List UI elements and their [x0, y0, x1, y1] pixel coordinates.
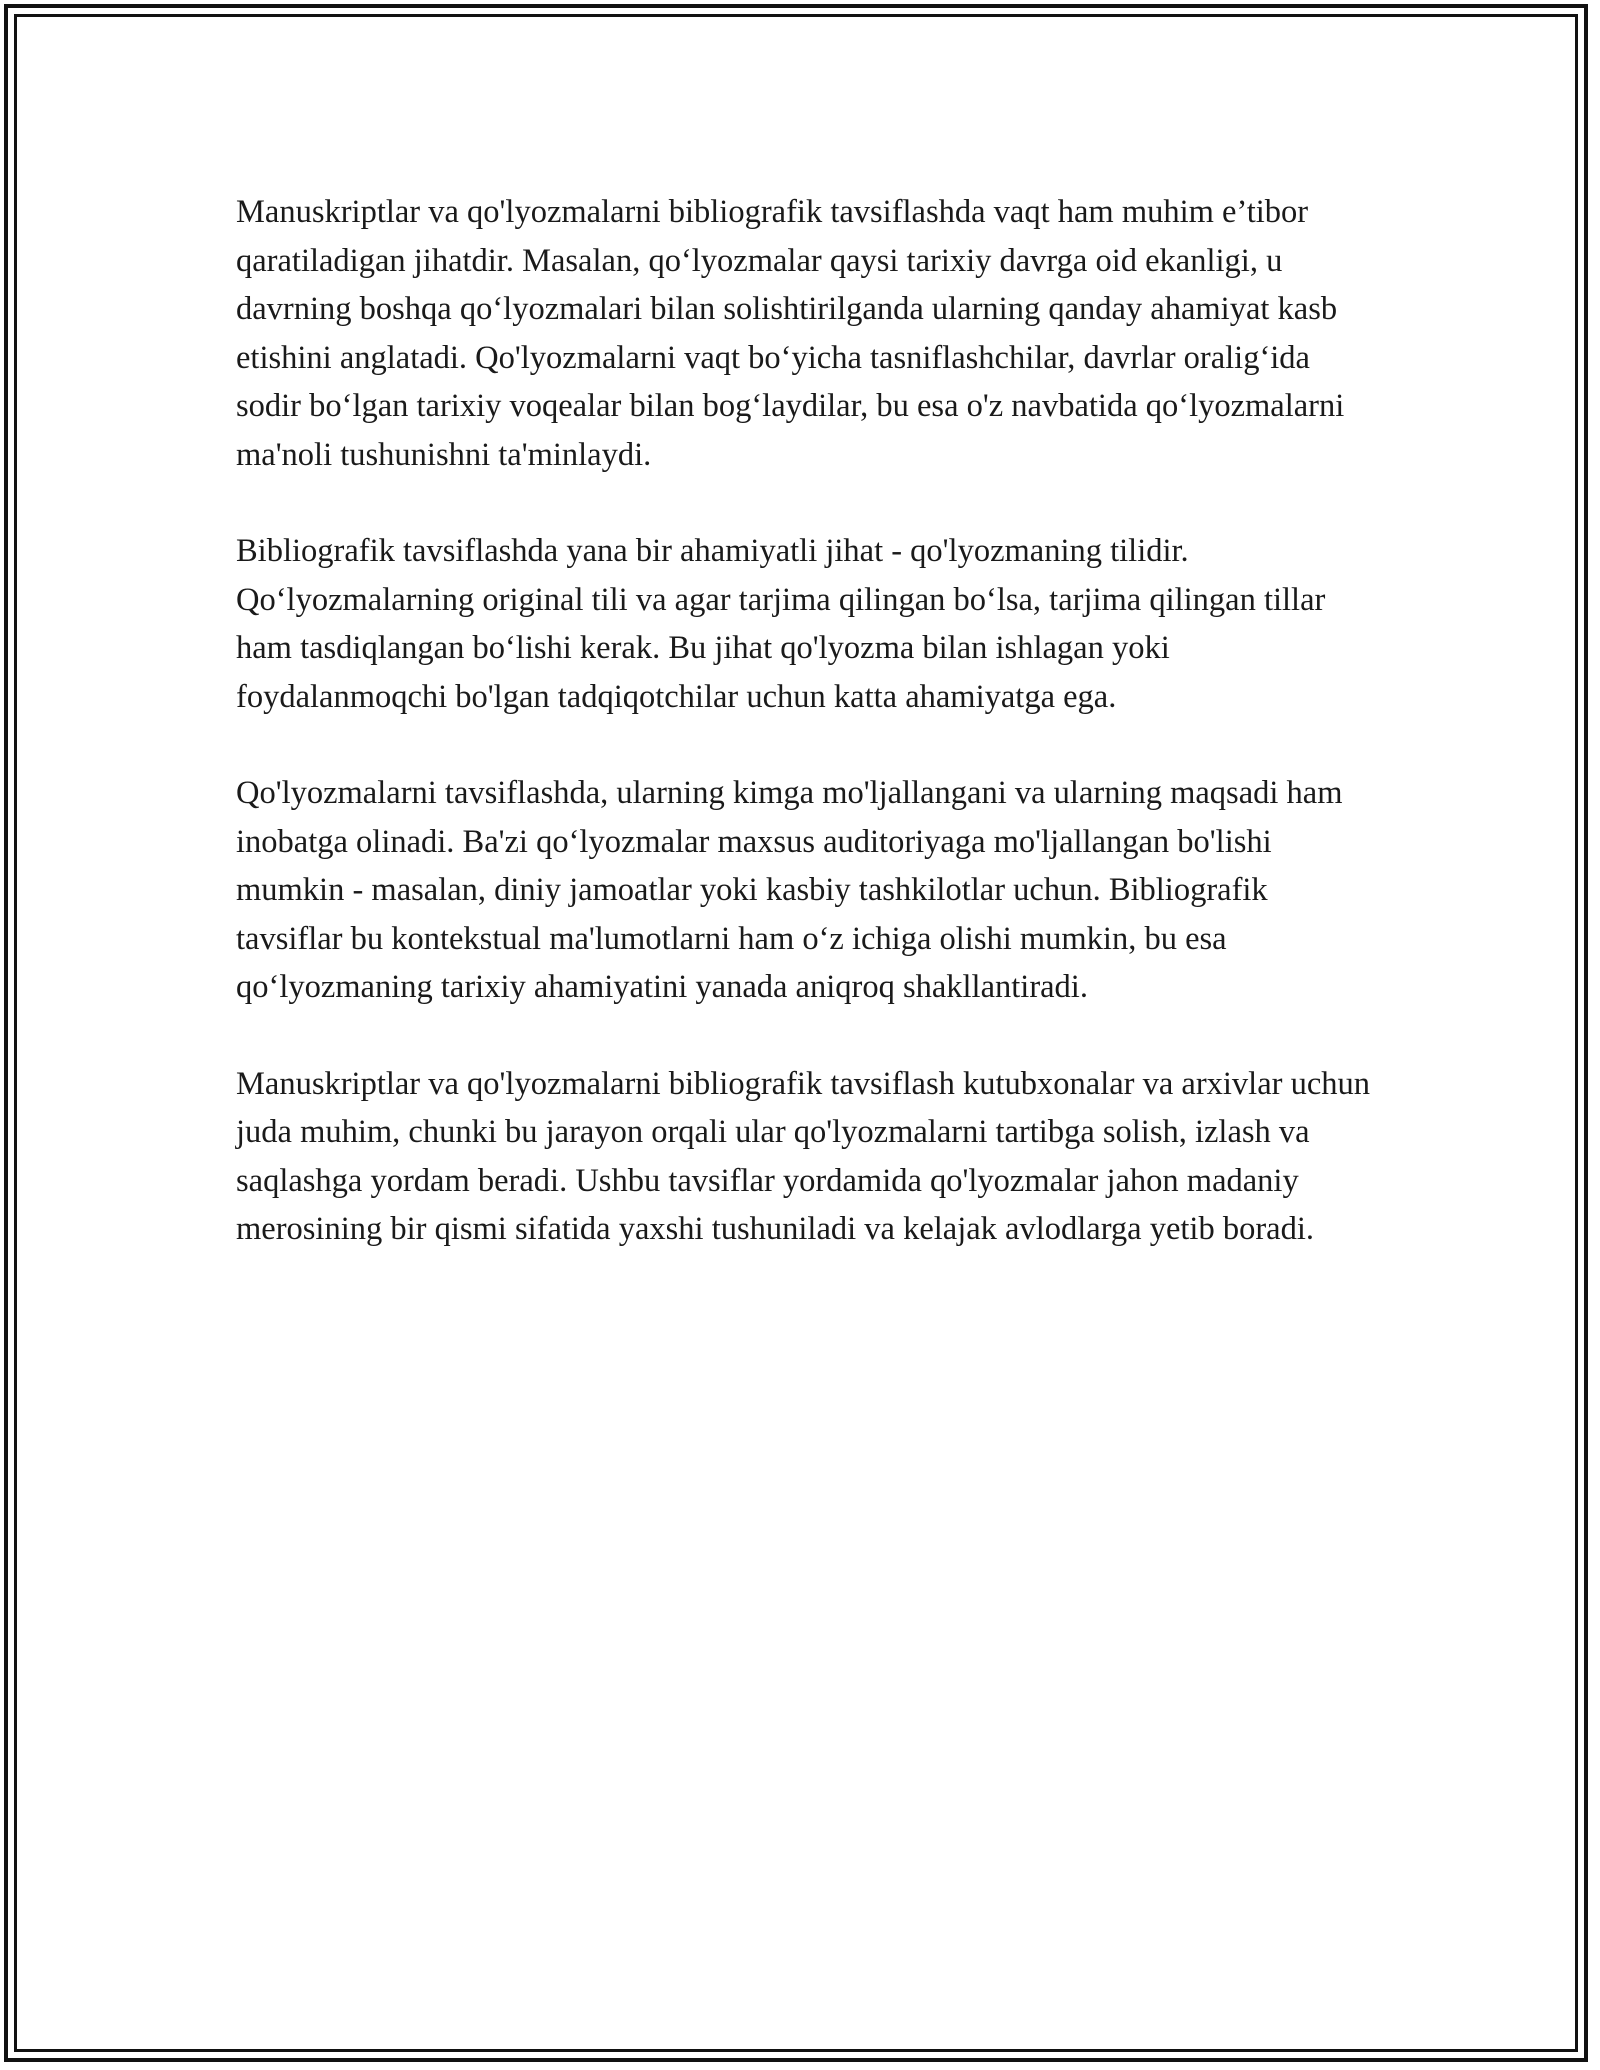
document-body	[236, 188, 1376, 1302]
paragraph-3: Qo'lyozmalarni tavsiflashda, ularning kimga mo'ljallangani va ularning maqsadi ham inobatga olinadi. Ba'zi qo‘lyozmalar maxsus auditoriyaga mo'ljallangan bo'lishi mumkin - masalan, diniy jamoatlar yoki kasbiy tashkilotlar uchun. Bibliografik tavsiflar bu kontekstual ma'lumotlarni ham o‘z ichiga olishi mumkin, bu esa qo‘lyozmaning tarixiy ahamiyatini yanada aniqroq shakllantiradi.	[236, 775, 1343, 1005]
paragraph-4: Manuskriptlar va qo'lyozmalarni bibliografik tavsiflash kutubxonalar va arxivlar uchun juda muhim, chunki bu jarayon orqali ular qo'lyozmalarni tartibga solish, izlash va saqlashga yordam beradi. Ushbu tavsiflar yordamida qo'lyozmalar jahon madaniy merosining bir qismi sifatida yaxshi tushuniladi va kelajak avlodlarga yetib boradi.	[236, 1065, 1371, 1247]
paragraph-1: Manuskriptlar va qo'lyozmalarni bibliografik tavsiflashda vaqt ham muhim e’tibor qaratiladigan jihatdir. Masalan, qo‘lyozmalar qaysi tarixiy davrga oid ekanligi, u davrning boshqa qo‘lyozmalari bilan solishtirilganda ularning qanday ahamiyat kasb etishini anglatadi. Qo'lyozmalarni vaqt bo‘yicha tasniflashchilar, davrlar oralig‘ida sodir bo‘lgan tarixiy voqealar bilan bog‘laydilar, bu esa o'z navbatida qo‘lyozmalarni ma'noli tushunishni ta'minlaydi.	[236, 194, 1345, 473]
paragraph-2: Bibliografik tavsiflashda yana bir ahamiyatli jihat - qo'lyozmaning tilidir. Qo‘lyozmalarning original tili va agar tarjima qilingan bo‘lsa, tarjima qilingan tillar ham tasdiqlangan bo‘lishi kerak. Bu jihat qo'lyozma bilan ishlagan yoki foydalanmoqchi bo'lgan tadqiqotchilar uchun katta ahamiyatga ega.	[236, 533, 1326, 715]
